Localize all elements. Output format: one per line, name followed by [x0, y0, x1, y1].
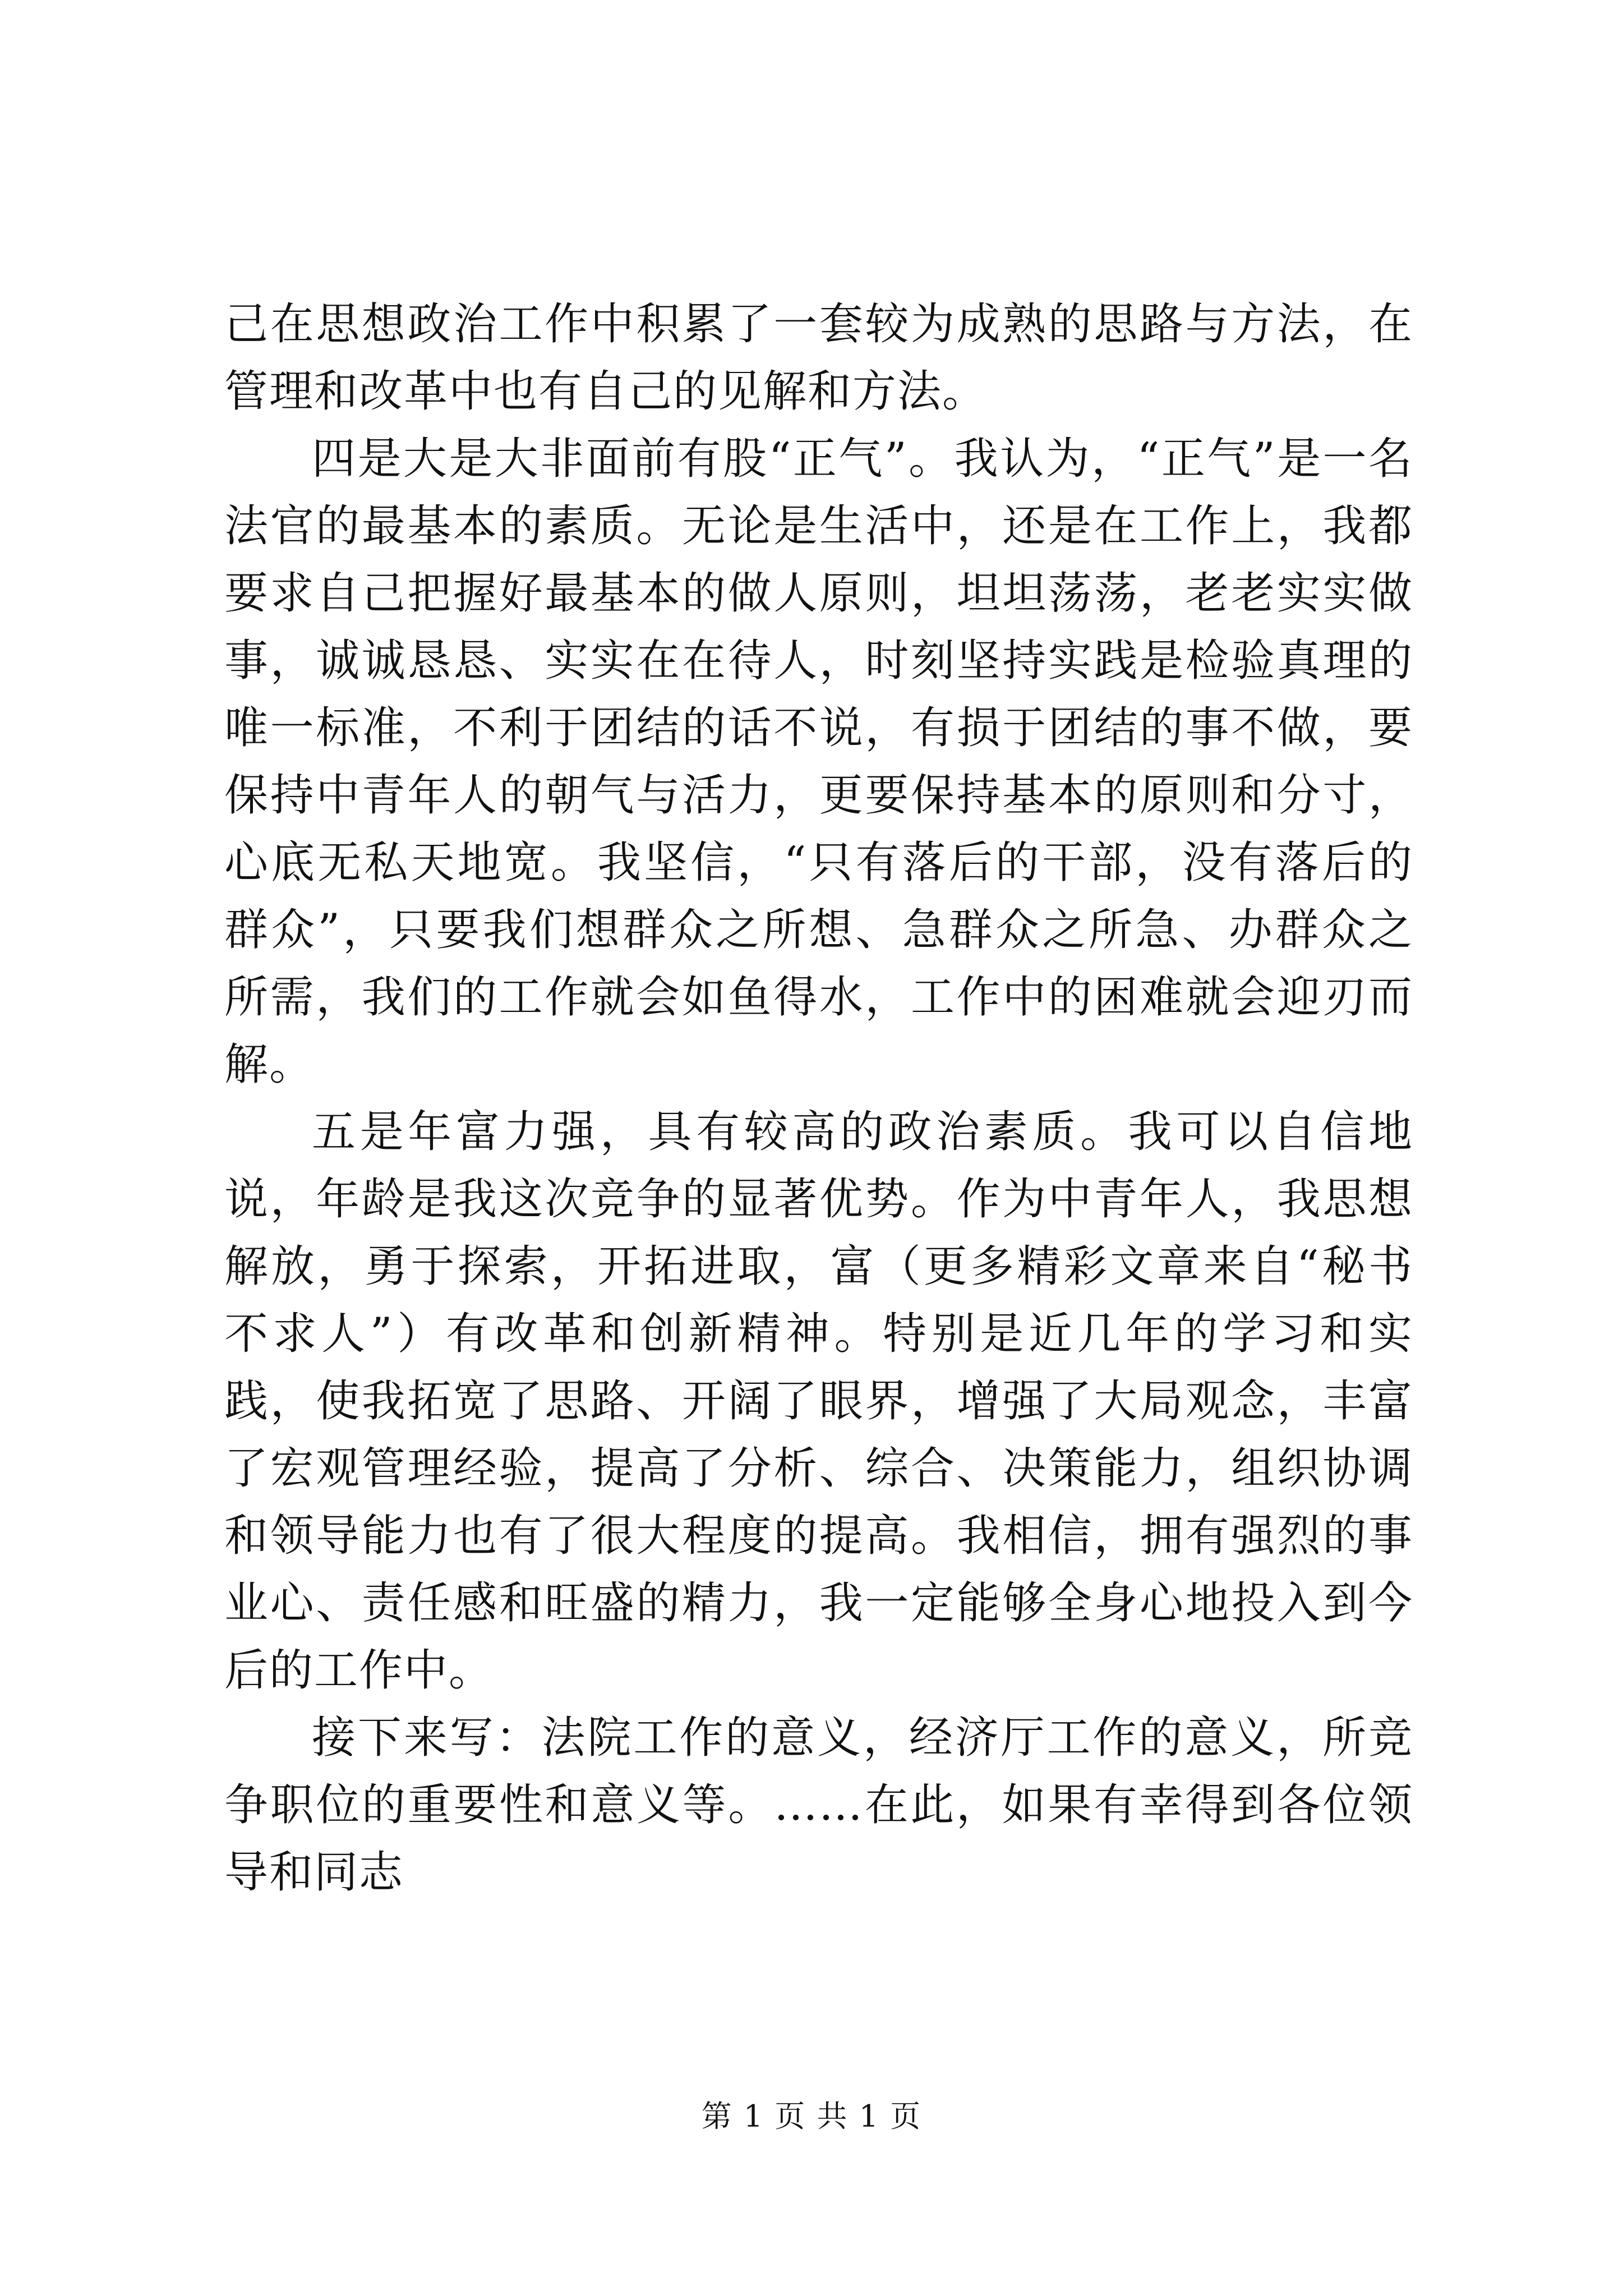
paragraph-point-four: 四是大是大非面前有股“正气”。我认为，“正气”是一名法官的最基本的素质。无论是生活中，还是在工作上，我都要求自己把握好最基本的做人原则，坦坦荡荡，老老实实做事，诚诚恳恳、实实在在待人，时刻坚持实践是检验真理的唯一标准，不利于团结的话不说，有损于团结的事不做，要保持中青年人的朝气与活力，更要保持基本的原则和分寸，心底无私天地宽。我坚信，“只有落后的干部，没有落后的群众”，只要我们想群众之所想、急群众之所急、办群众之所需，我们的工作就会如鱼得水，工作中的困难就会迎刃而解。 [224, 434, 1413, 1090]
document-body [224, 291, 1413, 1906]
paragraph-point-five: 五是年富力强，具有较高的政治素质。我可以自信地说，年龄是我这次竞争的显著优势。作为中青年人，我思想解放，勇于探索，开拓进取，富（更多精彩文章来自“秘书不求人”）有改革和创新精神。特别是近几年的学习和实践，使我拓宽了思路、开阔了眼界，增强了大局观念，丰富了宏观管理经验，提高了分析、综合、决策能力，组织协调和领导能力也有了很大程度的提高。我相信，拥有强烈的事业心、责任感和旺盛的精力，我一定能够全身心地投入到今后的工作中。 [224, 1107, 1413, 1696]
paragraph-next-steps: 接下来写：法院工作的意义，经济厅工作的意义，所竞争职位的重要性和意义等。……在此，如果有幸得到各位领导和同志 [224, 1713, 1413, 1898]
paragraph-continuation: 己在思想政治工作中积累了一套较为成熟的思路与方法，在管理和改革中也有自己的见解和方法。 [224, 299, 1413, 417]
page-footer: 第 1 页 共 1 页 [701, 2099, 922, 2134]
